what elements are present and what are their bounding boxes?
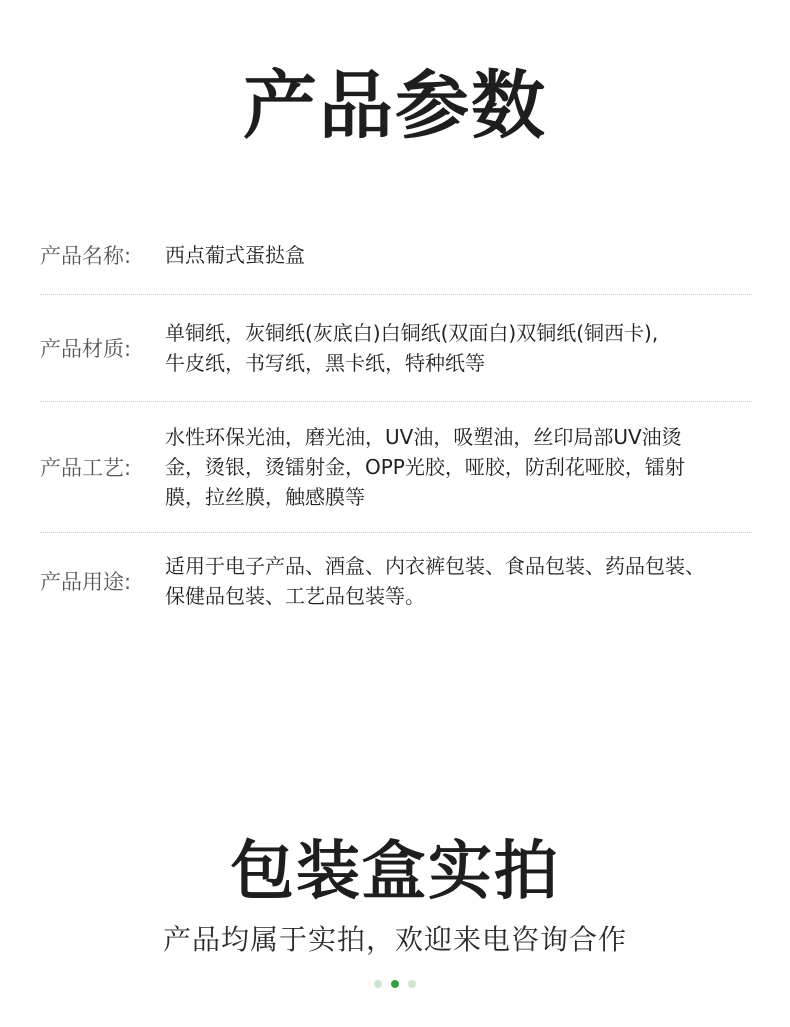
param-value-line: 保健品包装、工艺品包装等。 (165, 583, 425, 608)
carousel-indicator (0, 980, 790, 988)
param-value (165, 422, 752, 512)
param-row-name (40, 215, 752, 295)
param-value (165, 318, 752, 378)
photo-section-subtitle: 产品均属于实拍，欢迎来电咨询合作 (162, 923, 627, 956)
param-value (165, 551, 752, 611)
param-value (165, 240, 752, 270)
param-value-line: 适用于电子产品、酒盒、内衣裤包装、食品包装、药品包装、 (165, 553, 705, 578)
param-row-process (40, 402, 752, 533)
param-row-usage (40, 533, 752, 628)
param-row-material (40, 295, 752, 402)
carousel-dot[interactable] (374, 980, 382, 988)
param-value-line: 水性环保光油，磨光油，UV油，吸塑油，丝印局部UV油烫 (165, 425, 682, 449)
param-value-line: 膜，拉丝膜，触感膜等 (165, 485, 365, 509)
param-label: 产品名称: (40, 243, 132, 268)
carousel-dot[interactable] (408, 980, 416, 988)
param-label: 产品工艺: (40, 456, 132, 480)
param-value-line: 西点葡式蛋挞盒 (165, 242, 305, 267)
param-value-line: 金，烫银，烫镭射金，OPP光胶，哑胶，防刮花哑胶，镭射 (165, 455, 685, 479)
photo-section-title: 包装盒实拍 (230, 835, 560, 909)
param-value-line: 牛皮纸，书写纸，黑卡纸，特种纸等 (165, 351, 485, 375)
param-label: 产品材质: (40, 337, 132, 361)
params-section-title: 产品参数 (243, 63, 547, 149)
carousel-dot[interactable] (391, 980, 399, 988)
params-table (40, 215, 752, 628)
param-label: 产品用途: (40, 569, 132, 594)
param-value-line: 单铜纸，灰铜纸(灰底白)白铜纸(双面白)双铜纸(铜西卡), (165, 321, 659, 345)
